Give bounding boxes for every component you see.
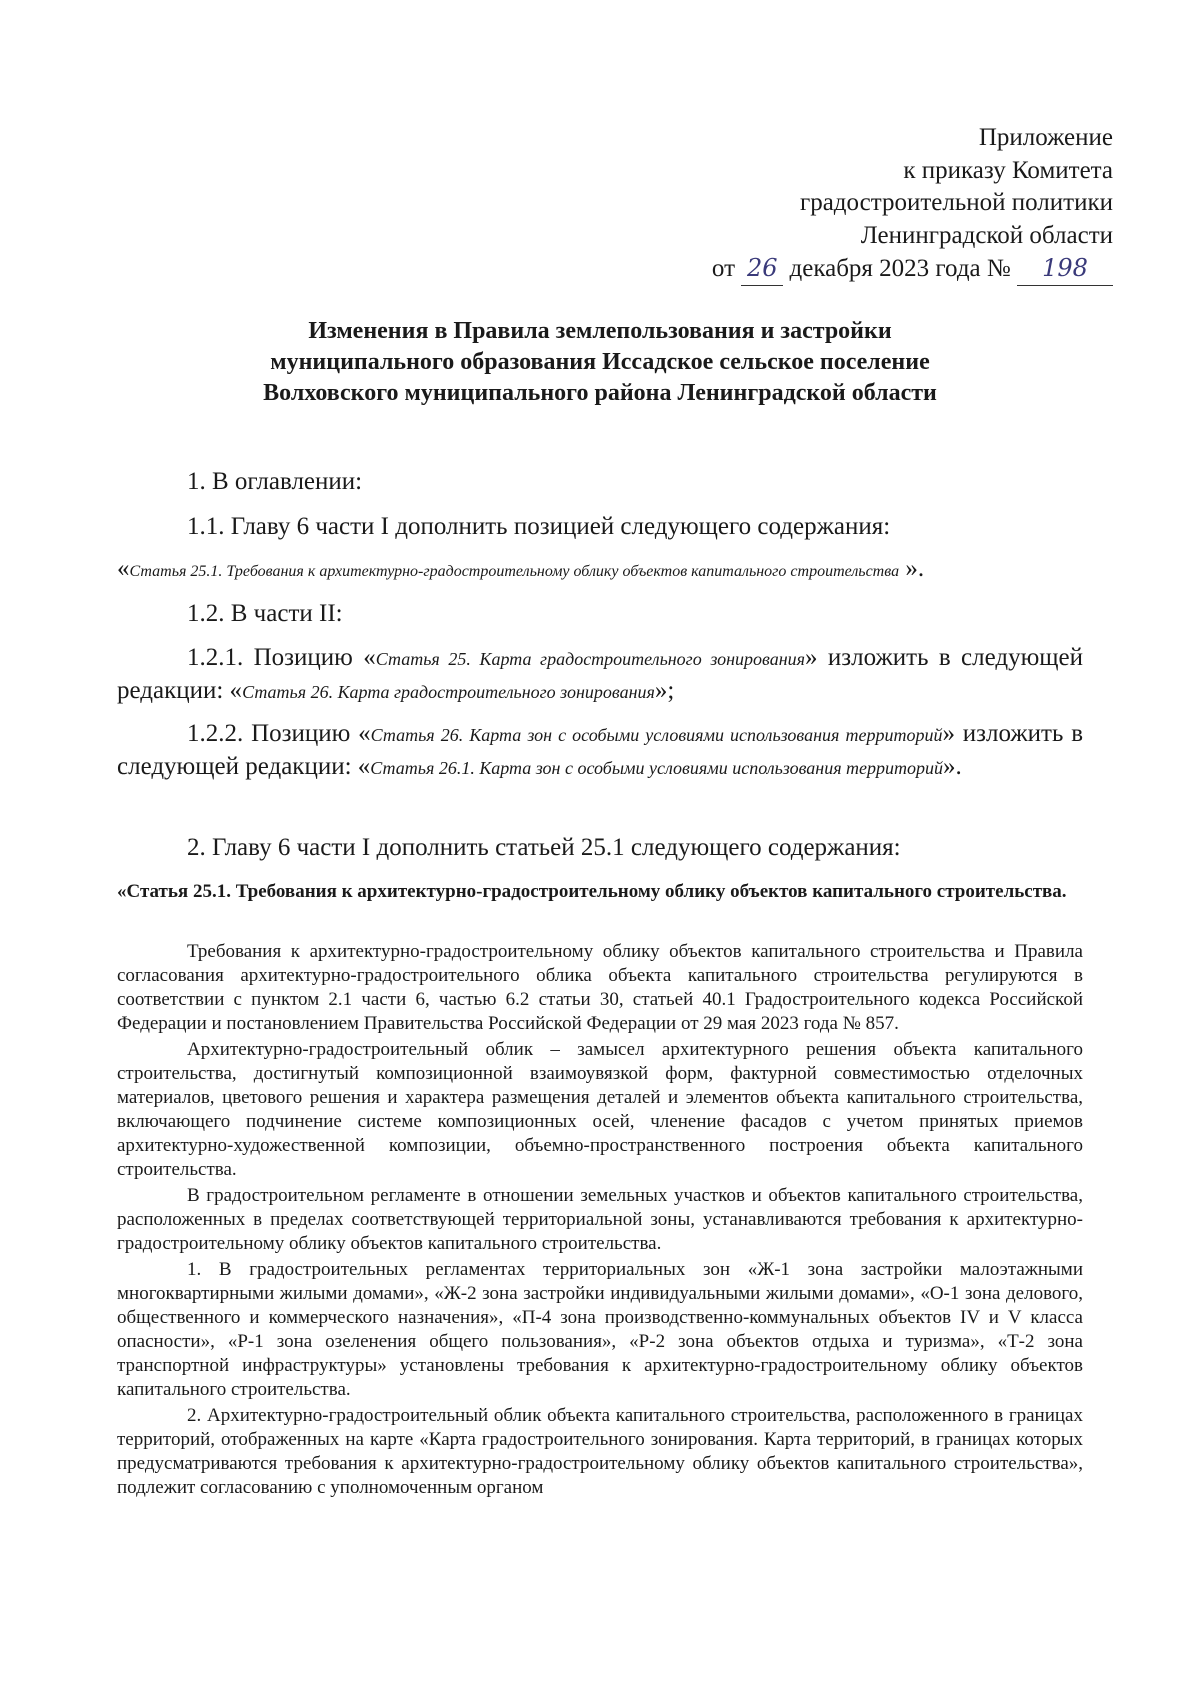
item-1: 1. В оглавлении:	[187, 468, 363, 495]
title-line-3: Волховского муниципального района Ленинградской области	[263, 380, 937, 406]
item-1-2: 1.2. В части II:	[187, 600, 343, 627]
appendix-line-3: градостроительной политики	[799, 189, 1113, 216]
item-1-1-quote-text: Статья 25.1. Требования к архитектурно-градостроительному облику объектов капитального строительства	[129, 563, 900, 580]
handwritten-day: 26	[741, 252, 783, 286]
quote-close: ».	[899, 555, 925, 582]
title-line-1: Изменения в Правила землепользования и застройки	[308, 318, 892, 344]
appendix-line-1: Приложение	[978, 124, 1113, 151]
article-heading: «Статья 25.1. Требования к архитектурно-градостроительному облику объектов капитального строительства.	[117, 881, 1067, 902]
date-middle: декабря 2023 года №	[789, 255, 1011, 282]
item-1-2-2	[117, 718, 1083, 784]
item-1-1: 1.1. Главу 6 части I дополнить позицией следующего содержания:	[187, 513, 891, 540]
item-1-2-1-end: »;	[654, 677, 675, 704]
item-1-2-2-old: Статья 26. Карта зон с особыми условиями использования территорий	[370, 725, 943, 745]
item-1-2-1-lead: 1.2.1. Позицию «	[187, 644, 376, 671]
article-paragraph-5: 2. Архитектурно-градостроительный облик объекта капитального строительства, расположенного в границах территорий, отображенных на карте «Карта градостроительного зонирования. Карта территорий, в границах которых предусматриваются требования к архитектурно-градостроительному облику объектов капитального строительства», подлежит согласованию с уполномоченным органом	[117, 1405, 1083, 1498]
document-title	[120, 316, 1080, 409]
article-paragraph-1: Требования к архитектурно-градостроительному облику объектов капитального строительства и Правила согласования архитектурно-градостроительного облика объекта капитального строительства регулируются в соответствии с пунктом 2.1 части 6, частью 6.2 статьи 30, статьей 40.1 Градостроительного кодекса Российской Федерации и постановлением Правительства Российской Федерации от 29 мая 2023 года № 857.	[117, 941, 1083, 1034]
appendix-line-2: к приказу Комитета	[903, 156, 1113, 184]
item-1-2-2-mid: » изложить в следующей редакции: «	[117, 720, 1083, 780]
order-date-line	[712, 252, 1113, 286]
item-1-2-1-old: Статья 25. Карта градостроительного зонирования	[375, 649, 806, 669]
item-1-2-2-end: ».	[943, 753, 962, 780]
article-body	[117, 940, 1083, 1502]
item-1-2-2-new: Статья 26.1. Карта зон с особыми условиями использования территорий	[370, 758, 944, 778]
item-1-2-1	[117, 642, 1083, 708]
item-2: 2. Главу 6 части I дополнить статьей 25.1 следующего содержания:	[187, 834, 901, 861]
item-1-1-quote	[117, 556, 1083, 585]
title-line-2: муниципального образования Иссадское сельское поселение	[270, 349, 930, 375]
quote-open: «	[117, 555, 130, 582]
article-paragraph-2: Архитектурно-градостроительный облик – замысел архитектурного решения объекта капитального строительства, достигнутый композиционной взаимоувязкой форм, фактурной совместимостью отделочных материалов, цветового решения и характера размещения деталей и элементов объекта капитального строительства, включающего подчинение системе композиционных осей, членение фасадов с учетом принятых приемов архитектурно-художественной композиции, объемно-пространственного построения объекта капитального строительства.	[117, 1039, 1083, 1180]
appendix-line-4: Ленинградской области	[860, 221, 1113, 249]
item-1-2-1-new: Статья 26. Карта градостроительного зонирования	[242, 682, 655, 702]
article-paragraph-4: 1. В градостроительных регламентах территориальных зон «Ж-1 зона застройки малоэтажными многоквартирными жилыми домами», «Ж-2 зона застройки индивидуальными жилыми домами», «О-1 зона делового, общественного и коммерческого назначения», «П-4 зона производственно-коммунальных объектов IV и V класса опасности», «Р-1 зона озеленения общего пользования», «Р-2 зона объектов отдыха и туризма», «Т-2 зона транспортной инфраструктуры» установлены требования к архитектурно-градостроительному облику объектов капитального строительства.	[117, 1259, 1083, 1400]
item-1-2-2-lead: 1.2.2. Позицию «	[187, 720, 371, 747]
handwritten-order-number: 198	[1017, 252, 1113, 286]
item-1-2-1-mid: » изложить в следующей редакции: «	[117, 644, 1083, 704]
appendix-header	[712, 122, 1113, 286]
date-prefix: от	[711, 255, 736, 282]
article-paragraph-3: В градостроительном регламенте в отношении земельных участков и объектов капитального строительства, расположенных в пределах соответствующей территориальной зоны, устанавливаются требования к архитектурно-градостроительному облику объектов капитального строительства.	[117, 1185, 1083, 1254]
